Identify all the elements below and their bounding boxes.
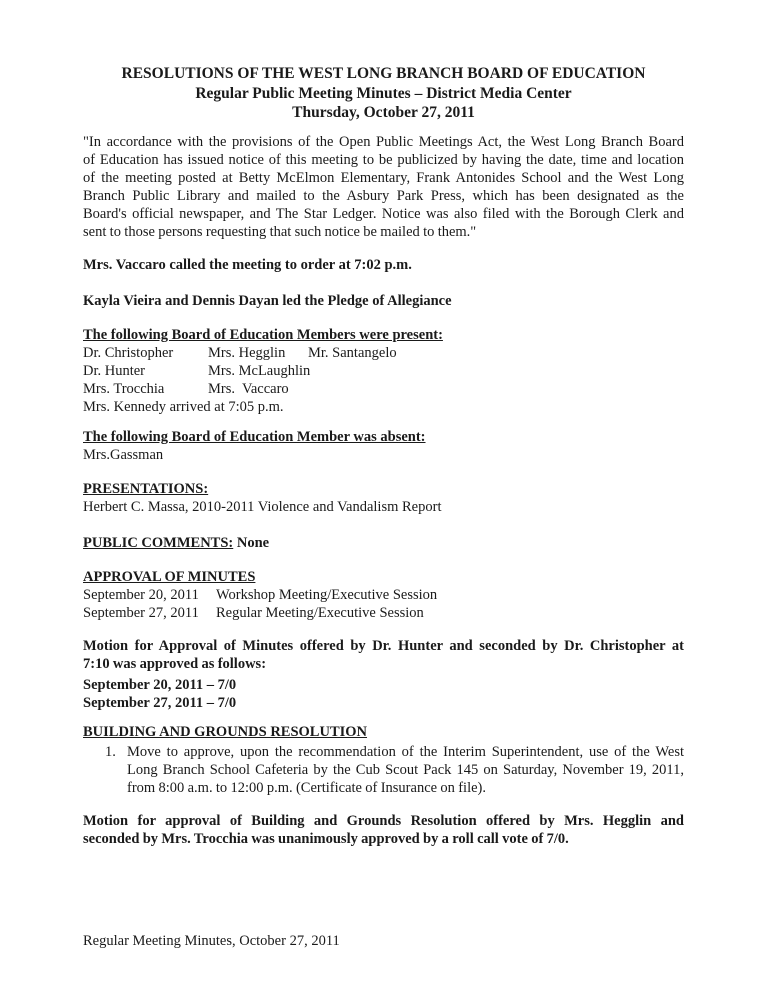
presentation-item: Herbert C. Massa, 2010-2011 Violence and Vandalism Report: [83, 499, 442, 515]
public-comments-line: [83, 534, 684, 552]
member-name: Mrs. Vaccaro: [208, 381, 289, 397]
arrival-note: Mrs. Kennedy arrived at 7:05 p.m.: [83, 399, 284, 415]
notice-line: "In accordance with the provisions of the Open Public Meetings Act, the West Long Branch Board: [83, 134, 684, 150]
motion-line: 7:10 was approved as follows:: [83, 656, 267, 672]
presentations-heading: PRESENTATIONS:: [83, 481, 209, 497]
opening-notice-paragraph: [83, 133, 684, 241]
resolution-line: from 8:00 a.m. to 12:00 p.m. (Certificate of Insurance on file).: [127, 779, 486, 796]
resolution-item-number: 1.: [105, 743, 116, 760]
minutes-description: Regular Meeting/Executive Session: [216, 605, 424, 621]
absent-member-heading: The following Board of Education Member was absent:: [83, 429, 426, 445]
document-date: Thursday, October 27, 2011: [292, 104, 475, 121]
minutes-row: [83, 604, 684, 622]
notice-line: of the meeting posted at Betty McElmon Elementary, Frank Antonides School and the West Long: [83, 170, 684, 186]
vote-result: September 27, 2011 – 7/0: [83, 695, 237, 711]
approval-motion-paragraph: [83, 637, 684, 673]
public-comments-value: None: [236, 535, 270, 551]
motion-line: seconded by Mrs. Trocchia was unanimously approved by a roll call vote of 7/0.: [83, 831, 569, 847]
present-members-heading: The following Board of Education Members were present:: [83, 327, 443, 343]
public-comments-heading: PUBLIC COMMENTS:: [83, 535, 234, 551]
minutes-row: [83, 586, 684, 604]
notice-line: sent to those persons requesting that such notice be mailed to them.": [83, 224, 477, 240]
motion-line: Motion for Approval of Minutes offered by Dr. Hunter and seconded by Dr. Christopher at: [83, 638, 684, 654]
member-row: [83, 362, 684, 380]
member-name: Dr. Christopher: [83, 345, 174, 361]
minutes-date: September 20, 2011: [83, 587, 199, 603]
resolution-item: [105, 743, 684, 797]
member-name: Mr. Santangelo: [308, 345, 397, 361]
pledge-statement: Kayla Vieira and Dennis Dayan led the Pledge of Allegiance: [83, 293, 452, 309]
approval-minutes-heading: APPROVAL OF MINUTES: [83, 569, 256, 585]
minutes-date: September 27, 2011: [83, 605, 199, 621]
present-members-table: [83, 344, 684, 416]
document-header: [83, 64, 684, 123]
member-name: Mrs. McLaughlin: [208, 363, 311, 379]
document-subtitle: Regular Public Meeting Minutes – District Media Center: [195, 84, 572, 102]
page-footer: Regular Meeting Minutes, October 27, 2011: [83, 933, 340, 949]
motion-line: Motion for approval of Building and Grounds Resolution offered by Mrs. Hegglin and: [83, 813, 684, 829]
member-name: Mrs. Hegglin: [208, 345, 286, 361]
resolution-item-text: [127, 743, 684, 797]
member-row: [83, 380, 684, 398]
call-to-order-statement: Mrs. Vaccaro called the meeting to order at 7:02 p.m.: [83, 257, 412, 273]
member-name: Mrs. Trocchia: [83, 381, 165, 397]
member-name: Dr. Hunter: [83, 363, 146, 379]
vote-result: September 20, 2011 – 7/0: [83, 677, 237, 693]
notice-line: Branch Public Library and mailed to the Asbury Park Press, which has been designated as the: [83, 188, 684, 204]
building-grounds-heading: BUILDING AND GROUNDS RESOLUTION: [83, 724, 368, 740]
absent-member-name: Mrs.Gassman: [83, 447, 164, 463]
resolution-line: Long Branch School Cafeteria by the Cub Scout Pack 145 on Saturday, November 19, 2011,: [127, 761, 684, 778]
document-title: RESOLUTIONS OF THE WEST LONG BRANCH BOARD OF EDUCATION: [121, 65, 646, 82]
member-row: [83, 344, 684, 362]
resolution-line: Move to approve, upon the recommendation of the Interim Superintendent, use of the West: [127, 743, 684, 760]
notice-line: of Education has issued notice of this meeting to be publicized by having the date, time and location: [83, 152, 684, 168]
building-grounds-motion-paragraph: [83, 812, 684, 848]
minutes-description: Workshop Meeting/Executive Session: [216, 587, 438, 603]
notice-line: Board's official newspaper, and The Star Ledger. Notice was also filed with the Borough Clerk and: [83, 206, 684, 222]
